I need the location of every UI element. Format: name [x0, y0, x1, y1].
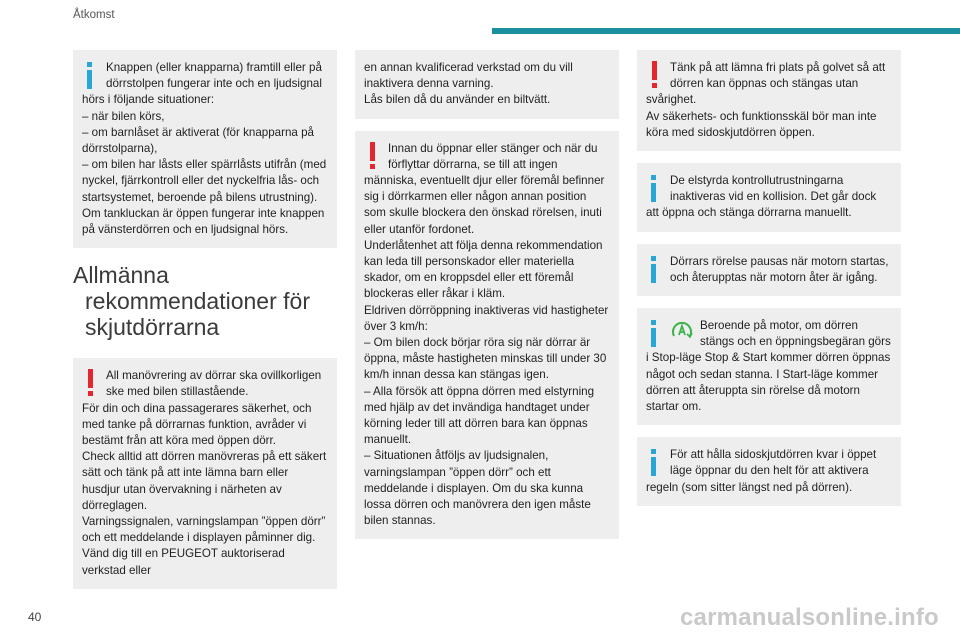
info-text: – om bilen har låsts eller spärrlåsts utifrån (med nyckel, fjärrkontroll eller det nyckelfria lås- och startsystemet, beroende på bilens utrustning).	[82, 158, 327, 204]
warning-box-floor	[637, 50, 901, 151]
warning-text: För din och dina passagerares säkerhet, och med tanke på dörrarnas funktion, avråder vi bestämt från att köra med öppen dörr.	[82, 401, 312, 448]
warning-text: Check alltid att dörren manövreras på ett säkert sätt och tänk på att inte lämna barn eller husdjur utan övervakning i närheten av dörreglagen.	[82, 450, 327, 512]
continued-text: en annan kvalificerad verkstad om du vill inaktivera denna varning.	[364, 61, 573, 91]
info-box-door-buttons	[73, 50, 337, 248]
warning-icon	[364, 141, 384, 171]
column-3	[637, 50, 901, 518]
heading-line-2: rekommendationer för	[85, 288, 310, 315]
info-text: – när bilen körs,	[82, 109, 165, 123]
info-icon	[646, 318, 666, 348]
info-text: Dörrars rörelse pausas när motorn startas, och återupptas när motorn åter är igång.	[670, 254, 889, 284]
continued-box	[355, 50, 619, 119]
auto-start-stop-icon	[670, 320, 694, 342]
info-text: Om tankluckan är öppen fungerar inte knappen på vänsterdörren och en ljudsignal hörs.	[82, 206, 325, 237]
info-text: Beroende på motor, om dörren stängs och en öppningsbegäran görs i Stop-läge Stop & Start kommer dörren öppnas något och sedan stanna. I Start-läge kommer dörren att återuppta sin rörelse då motorn startar om.	[646, 319, 891, 414]
info-box-collision	[637, 163, 901, 232]
info-text: För att hålla sidoskjutdörren kvar i öppet läge öppnar du den helt för att aktivera regeln (som sitter längst ned på dörren).	[646, 448, 877, 494]
page-number: 40	[28, 610, 42, 624]
info-icon	[82, 60, 102, 90]
warning-box-obstruction	[355, 131, 619, 540]
info-text: Knappen (eller knapparna) framtill eller på dörrstolpen fungerar inte och en ljudsignal hörs i följande situationer:	[82, 61, 322, 107]
info-box-engine-start	[637, 244, 901, 296]
warning-text: – Alla försök att öppna dörren med elstyrning med hjälp av det invändiga handtaget under körning leder till att dörren bara kan öppnas manuellt.	[364, 384, 595, 447]
warning-text: Varningssignalen, varningslampan ”öppen dörr” och ett meddelande i displayen påminner dig. Vänd dig till en PEUGEOT auktoriserad verkstad eller	[82, 515, 326, 577]
heading-line-1: Allmänna	[73, 262, 169, 289]
warning-text: Innan du öppnar eller stänger och när du förflyttar dörrarna, se till att ingen människa, eventuellt djur eller föremål befinner sig i dörrkarmen eller någon annan position som skulle blockera den önskad rörelsen, inuti eller utanför fordonet.	[364, 141, 605, 236]
warning-text: Tänk på att lämna fri plats på golvet så att dörren kan öppnas och stängas utan svårighet.	[646, 61, 886, 107]
info-box-stop-start	[637, 308, 901, 425]
info-box-open-position	[637, 437, 901, 506]
warning-text: All manövrering av dörrar ska ovillkorligen ske med bilen stillastående.	[106, 369, 322, 399]
warning-text: – Situationen åtföljs av ljudsignalen, varningslampan ”öppen dörr” och ett meddelande i displayen. Om du ska kunna lossa dörren och manövrera den igen måste bilen stannas.	[364, 449, 591, 528]
info-text: De elstyrda kontrollutrustningarna inaktiveras vid en kollision. Det går dock att öppna och stänga dörrarna manuellt.	[646, 174, 877, 220]
info-icon	[646, 173, 666, 203]
continued-text: Lås bilen då du använder en biltvätt.	[364, 93, 551, 107]
warning-text: Eldriven dörröppning inaktiveras vid hastigheter över 3 km/h:	[364, 303, 609, 333]
info-icon	[646, 447, 666, 477]
section-heading	[73, 262, 337, 340]
warning-icon	[82, 368, 102, 398]
heading-line-3: skjutdörrarna	[85, 314, 220, 341]
section-title: Åtkomst	[73, 9, 115, 21]
column-1	[73, 50, 337, 601]
info-text: – om barnlåset är aktiverat (för knapparna på dörrstolparna),	[82, 125, 314, 156]
accent-bar	[492, 28, 960, 34]
info-icon	[646, 254, 666, 284]
warning-text: Av säkerhets- och funktionsskäl bör man inte köra med sidoskjutdörren öppen.	[646, 109, 877, 139]
warning-icon	[646, 60, 666, 90]
column-2	[355, 50, 619, 551]
watermark: carmanualsonline.info	[680, 604, 939, 631]
warning-text: – Om bilen dock börjar röra sig när dörrar är öppna, måste hastigheten minskas till under 30 km/h innan dessa kan stängas igen.	[364, 336, 607, 382]
warning-text: Underlåtenhet att följa denna rekommendation kan leda till personskador eller materiella skador, om en kroppsdel eller ett föremål blockeras eller råkar i kläm.	[364, 238, 603, 301]
warning-box-general	[73, 358, 337, 589]
